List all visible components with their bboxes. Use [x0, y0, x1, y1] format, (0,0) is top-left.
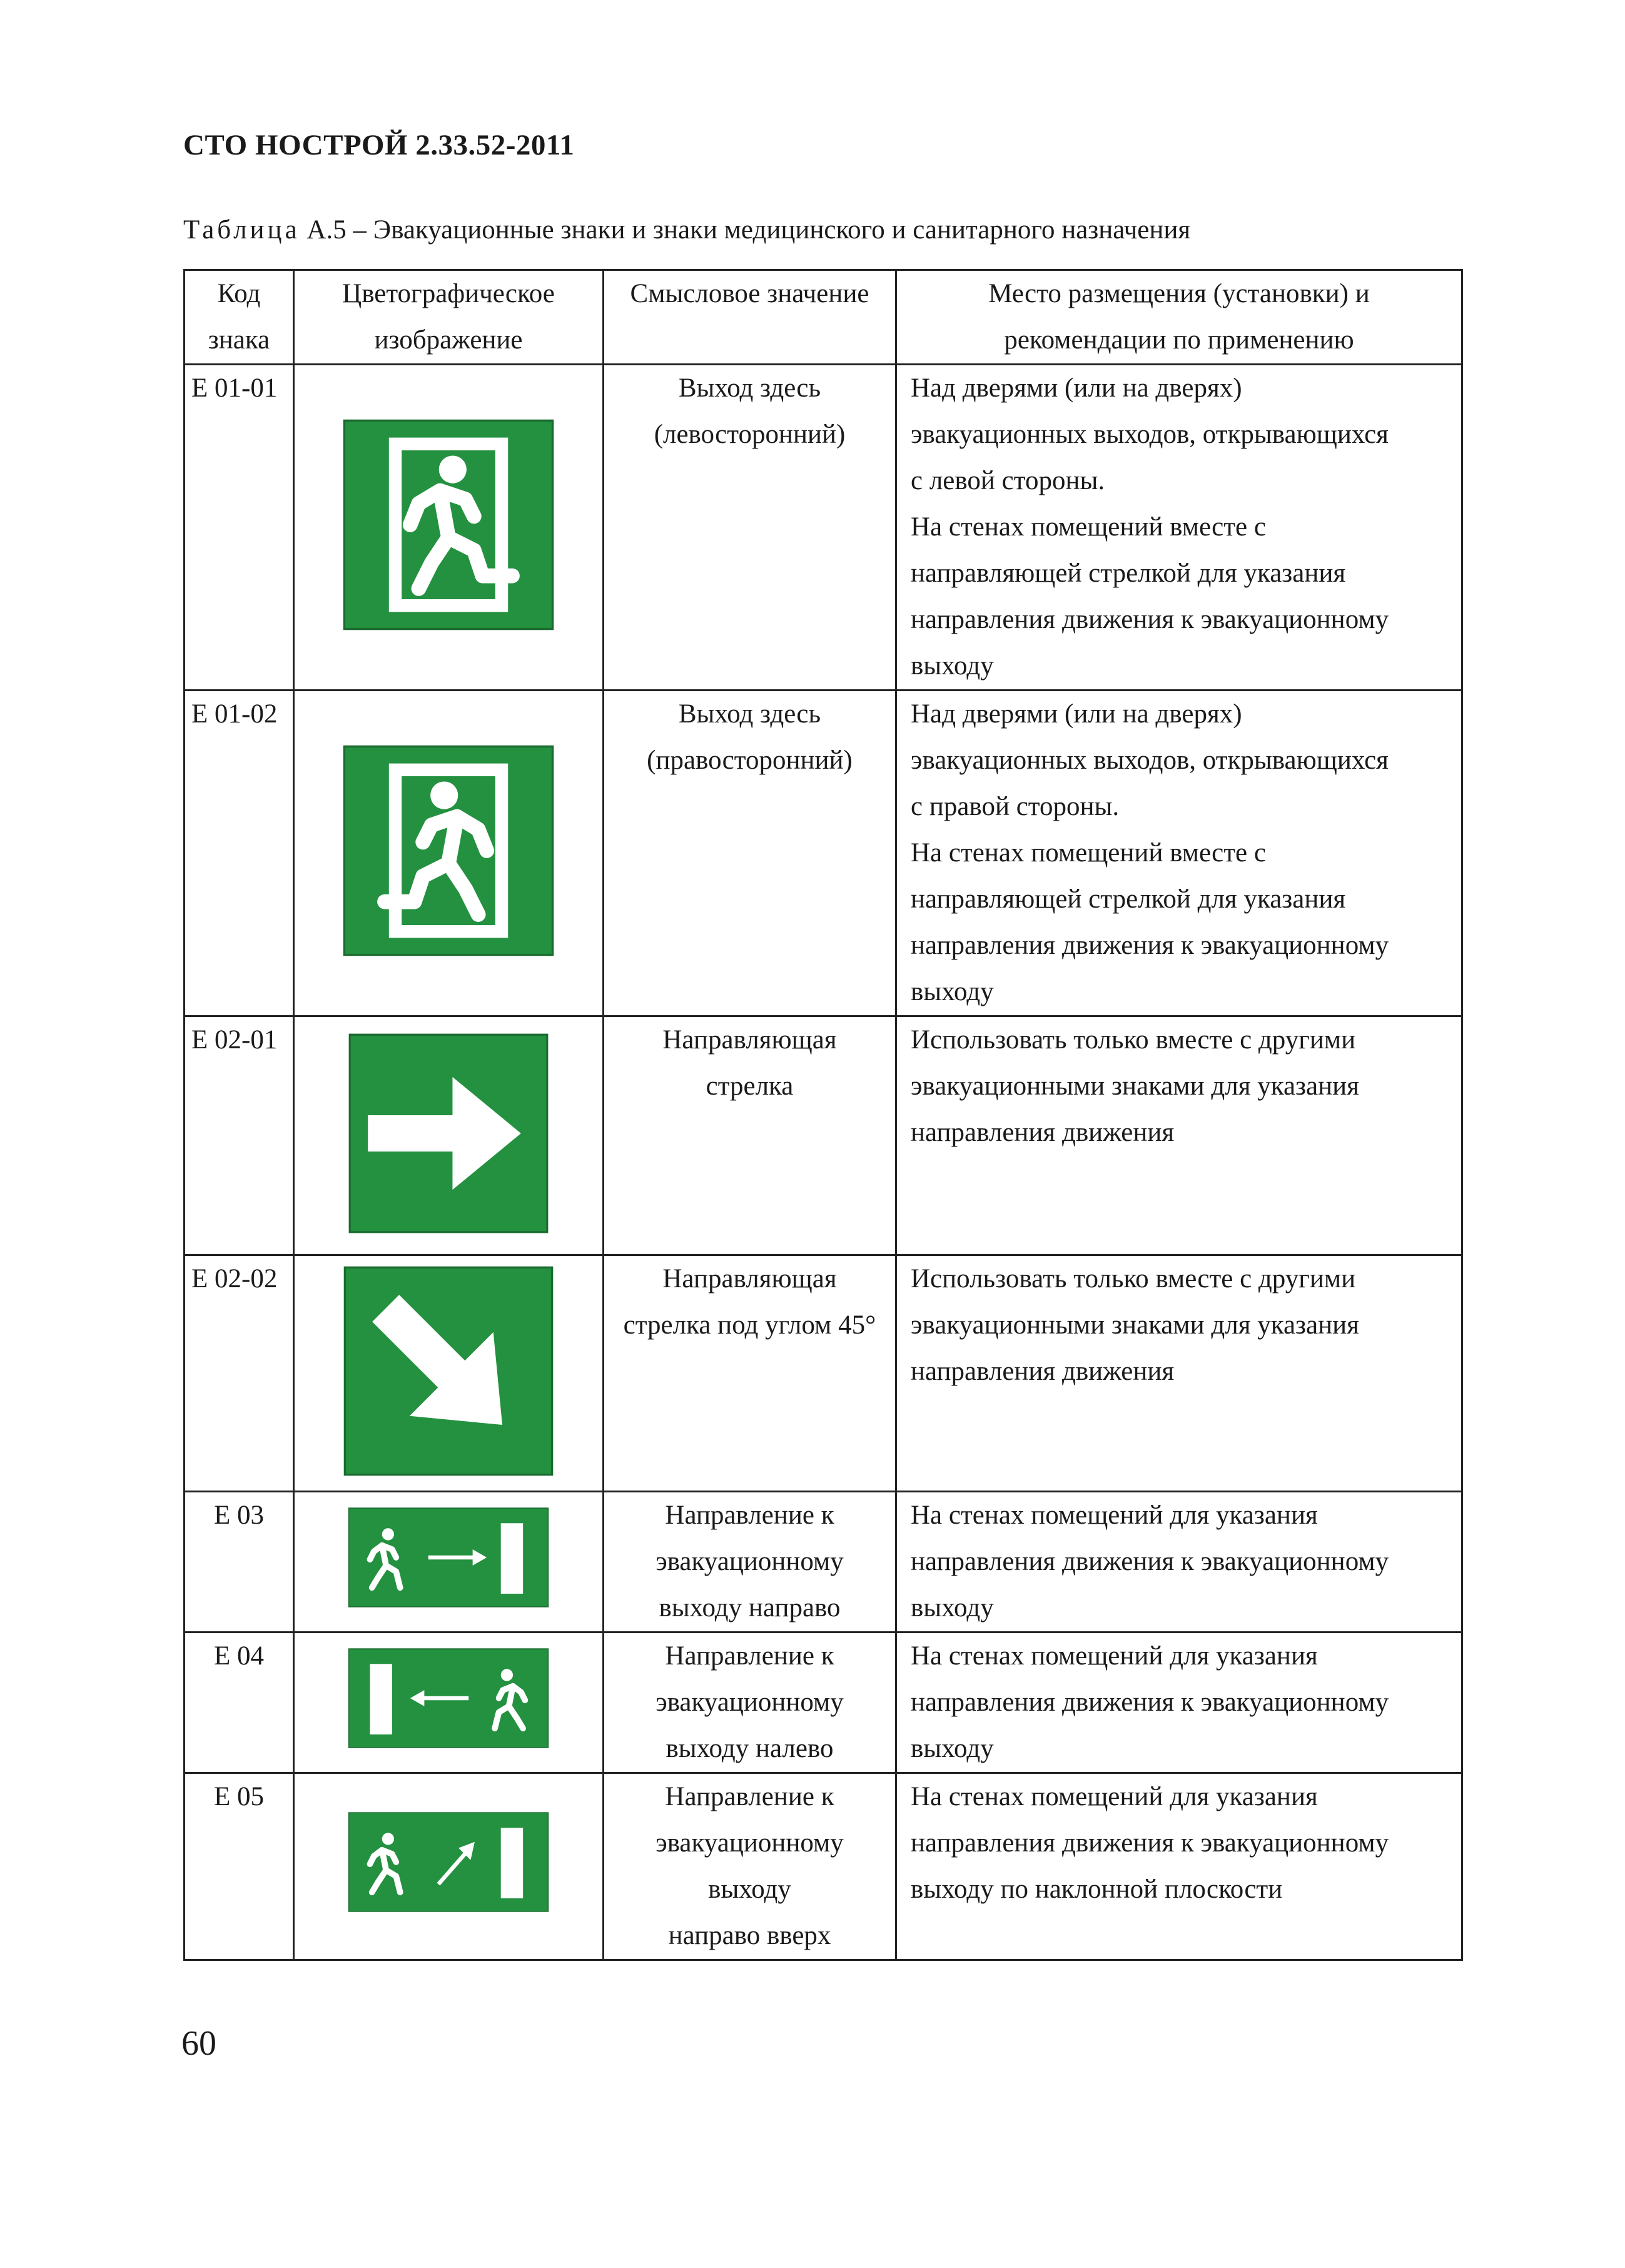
- exit-direction-left-icon: [348, 1647, 549, 1749]
- sign-code: E 01-02: [185, 691, 294, 1016]
- table-row: [185, 1633, 1462, 1773]
- sign-meaning: Выход здесь (левосторонний): [604, 365, 896, 691]
- sign-image-cell: [294, 365, 604, 691]
- header-meaning: Смысловое значение: [604, 270, 896, 365]
- table-row: [185, 1016, 1462, 1255]
- exit-direction-right-icon: [348, 1506, 549, 1609]
- sign-meaning: Направление к эвакуационному выходу направо вверх: [604, 1773, 896, 1960]
- sign-image-cell: [294, 691, 604, 1016]
- arrow-right-icon: [348, 1033, 549, 1234]
- table-caption: [183, 215, 1190, 245]
- sign-code: E 04: [185, 1633, 294, 1773]
- sign-placement: Использовать только вместе с другими эвакуационными знаками для указания направления движения: [896, 1016, 1462, 1255]
- sign-image-cell: [294, 1633, 604, 1773]
- table-row: [185, 1492, 1462, 1633]
- sign-code: E 02-01: [185, 1016, 294, 1255]
- sign-placement: Над дверями (или на дверях) эвакуационных выходов, открывающихся с левой стороны. На стенах помещений вместе с направляющей стрелкой для указания направления движения к эвакуационному выходу: [896, 365, 1462, 691]
- sign-image-cell: [294, 1773, 604, 1960]
- arrow-diagonal-down-right-icon: [343, 1265, 554, 1477]
- sign-code: E 01-01: [185, 365, 294, 691]
- table-row: [185, 1255, 1462, 1492]
- page-number: 60: [181, 2024, 216, 2063]
- sign-placement: На стенах помещений для указания направления движения к эвакуационному выходу по наклонной плоскости: [896, 1773, 1462, 1960]
- header-place: Место размещения (установки) и рекомендации по применению: [896, 270, 1462, 365]
- document-header: СТО НОСТРОЙ 2.33.52-2011: [183, 129, 575, 161]
- sign-placement: На стенах помещений для указания направления движения к эвакуационному выходу: [896, 1633, 1462, 1773]
- sign-code: E 05: [185, 1773, 294, 1960]
- exit-right-running-man-icon: [342, 744, 555, 957]
- sign-placement: Использовать только вместе с другими эвакуационными знаками для указания направления движения: [896, 1255, 1462, 1492]
- table-header-row: [185, 270, 1462, 365]
- table-row: [185, 1773, 1462, 1960]
- sign-image-cell: [294, 1492, 604, 1633]
- sign-placement: Над дверями (или на дверях) эвакуационных выходов, открывающихся с правой стороны. На стенах помещений вместе с направляющей стрелкой для указания направления движения к эвакуационному выходу: [896, 691, 1462, 1016]
- sign-meaning: Направление к эвакуационному выходу налево: [604, 1633, 896, 1773]
- sign-code: E 02-02: [185, 1255, 294, 1492]
- caption-prefix: Таблица: [183, 215, 300, 245]
- sign-meaning: Направляющая стрелка под углом 45°: [604, 1255, 896, 1492]
- sign-placement: На стенах помещений для указания направления движения к эвакуационному выходу: [896, 1492, 1462, 1633]
- table-row: [185, 691, 1462, 1016]
- sign-image-cell: [294, 1255, 604, 1492]
- sign-meaning: Выход здесь (правосторонний): [604, 691, 896, 1016]
- evacuation-signs-table: [183, 269, 1463, 1961]
- sign-code: E 03: [185, 1492, 294, 1633]
- exit-left-running-man-icon: [342, 418, 555, 631]
- header-image: Цветографическое изображение: [294, 270, 604, 365]
- sign-image-cell: [294, 1016, 604, 1255]
- sign-meaning: Направляющая стрелка: [604, 1016, 896, 1255]
- table-row: [185, 365, 1462, 691]
- sign-meaning: Направление к эвакуационному выходу направо: [604, 1492, 896, 1633]
- header-code: Код знака: [185, 270, 294, 365]
- caption-text: А.5 – Эвакуационные знаки и знаки медицинского и санитарного назначения: [300, 215, 1191, 245]
- exit-direction-up-right-icon: [348, 1811, 549, 1913]
